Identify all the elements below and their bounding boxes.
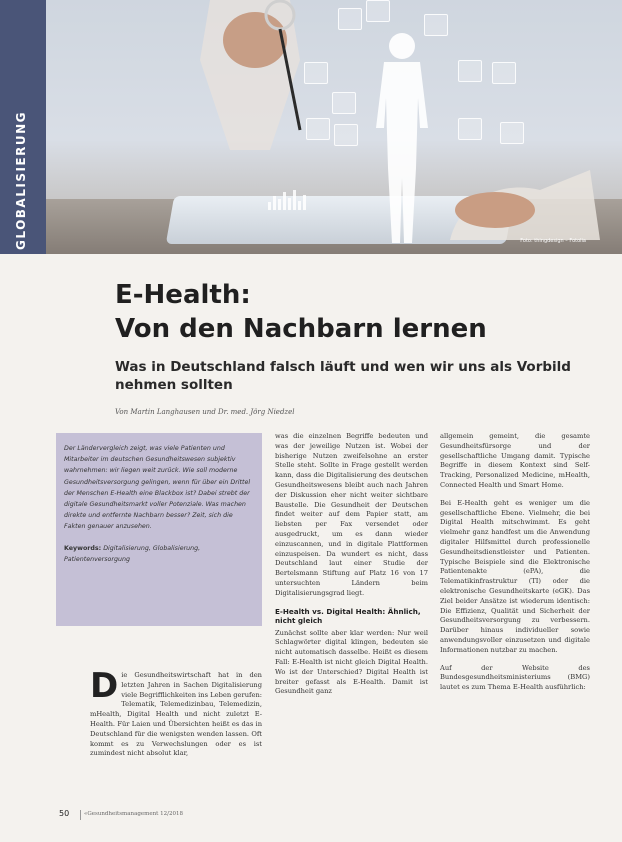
byline: Von Martin Langhausen und Dr. med. Jörg Niedzel bbox=[115, 408, 295, 416]
human-body-hologram bbox=[362, 28, 442, 248]
ui-panel bbox=[304, 62, 328, 84]
drop-cap: D bbox=[90, 666, 119, 706]
paragraph: Zunächst sollte aber klar werden: Nur weil Schlagwörter digital klingen, bedeuten sie nicht automatisch dasselbe. Heißt es diesem Fall: E-Health ist nicht gleich Digital Health. Wo ist der Unterschied? Digital Health ist breiter gefasst als E-Health. Damit ist Gesundheit ganz bbox=[275, 628, 428, 696]
abstract-box bbox=[56, 433, 262, 626]
ui-panel bbox=[458, 118, 482, 140]
ui-panel bbox=[500, 122, 524, 144]
body-column-1 bbox=[90, 666, 262, 759]
ui-panel bbox=[492, 62, 516, 84]
image-credit: Foto: thingdesign – Fotolia bbox=[520, 238, 586, 244]
abstract-text: Der Ländervergleich zeigt, was viele Patienten und Mitarbeiter im deutschen Gesundheitswesen subjektiv wahrnehmen: wir liegen weit zurück. Wie soll moderne Gesundheitsversorgung gelingen, wenn für über ein Drittel der Menschen E-Health eine Blackbox ist? Dabei strebt der digitale Gesundheitsmarkt voller Potenziale. Was machen direkte und entfernte Nachbarn besser? Zeit, sich die Fakten genauer anzusehen. bbox=[64, 445, 251, 531]
section-label: GLOBALISIERUNG bbox=[14, 111, 28, 250]
paragraph: Auf der Website des Bundesgesundheitsministeriums (BMG) lautet es zum Thema E-Health ausführlich: bbox=[440, 663, 590, 692]
doctor-hand-graphic bbox=[190, 0, 320, 200]
body-column-2 bbox=[275, 432, 428, 697]
ui-panel bbox=[334, 124, 358, 146]
ui-panel bbox=[338, 8, 362, 30]
paragraph: allgemein gemeint, die gesamte Gesundheitsfürsorge und der gesellschaftliche Umgang damit. Typische Begriffe in diesem Kontext sind Self-Tracking, Personalized Medicine, mHealth, Connected Health und Smart Home. bbox=[440, 432, 590, 489]
ui-panel bbox=[424, 14, 448, 36]
page-number: 50 bbox=[59, 809, 70, 818]
page-footer bbox=[0, 806, 622, 824]
section-tab bbox=[0, 0, 46, 254]
keywords bbox=[64, 543, 254, 565]
ui-panel bbox=[332, 92, 356, 114]
ui-panel bbox=[306, 118, 330, 140]
bar-graphic bbox=[268, 190, 306, 210]
hero-image bbox=[0, 0, 622, 254]
keywords-label: Keywords: bbox=[64, 544, 102, 552]
keywords-text: Digitalisierung, Globalisierung, Patientenversorgung bbox=[64, 544, 201, 563]
ui-panel bbox=[366, 0, 390, 22]
column-text: ie Gesundheitswirtschaft hat in den letzten Jahren in Sachen Digitalisierung viele Begrifflichkeiten ins Leben gerufen: Telematik, Telemedizinbau, Telemedizin, mHealth, Digital Health und nicht zuletzt E-Health. Für Laien und Übersichten heißt es das in Deutschland für die wenigsten wenden lassen. Oft kommt es zu Verwechslungen oder es ist zumindest nicht absolut klar, bbox=[90, 671, 262, 758]
section-subhead: E-Health vs. Digital Health: Ähnlich, nicht gleich bbox=[275, 606, 421, 626]
title-line-2: Von den Nachbarn lernen bbox=[115, 314, 487, 344]
article-subtitle: Was in Deutschland falsch läuft und wen wir uns als Vorbild nehmen sollten bbox=[115, 359, 571, 393]
footer-divider bbox=[80, 810, 81, 820]
title-line-1: E-Health: bbox=[115, 280, 251, 310]
magazine-name: «Gesundheitsmanagement 12/2018 bbox=[84, 811, 183, 817]
body-column-3 bbox=[440, 432, 590, 693]
paragraph: was die einzelnen Begriffe bedeuten und was der jeweilige Nutzen ist. Wobei der bisherige Nutzen zweifelsohne an erster Stelle steht. Sollte in Frage gestellt werden kann, dass die Digitalisierung des deutschen Gesundheitswesens bleibt auch nach Jahren der Diskussion eher nicht weiter sichtbare Baustelle. Die Gesundheit der Deutschen findet weiter auf dem Papier statt, am liebsten per Fax versendet oder ausgedruckt, um es dann wieder einzuscannen, und in digitale Plattformen einzuspeisen. Da wundert es nicht, dass Deutschland laut einer Studie der Bertelsmann Stiftung auf Platz 16 von 17 untersuchten Ländern beim Digitalisierungsgrad liegt. bbox=[275, 432, 428, 597]
paragraph: Bei E-Health geht es weniger um die gesellschaftliche Ebene. Vielmehr, die bei Digital Health mitschwimmt. Es geht vielmehr ganz handfest um die Anwendung digitaler Hilfsmittel durch professionelle Gesundheitsdienstleister und Patienten. Typische Beispiele sind die Elektronische Patientenakte (ePA), die Telematikinfrastruktur (TI) oder die elektronische Gesundheitskarte (eGK). Das Ziel beider Ansätze ist wiederum identisch: Die Effizienz, Qualität und Sicherheit der Gesundheitsversorgung zu verbessern. Darüber hinaus individueller sowie anwendungsvoller einzusetzen und digitale Informationen nutzbar zu machen. bbox=[440, 498, 590, 654]
article-title bbox=[115, 278, 487, 346]
ui-panel bbox=[458, 60, 482, 82]
